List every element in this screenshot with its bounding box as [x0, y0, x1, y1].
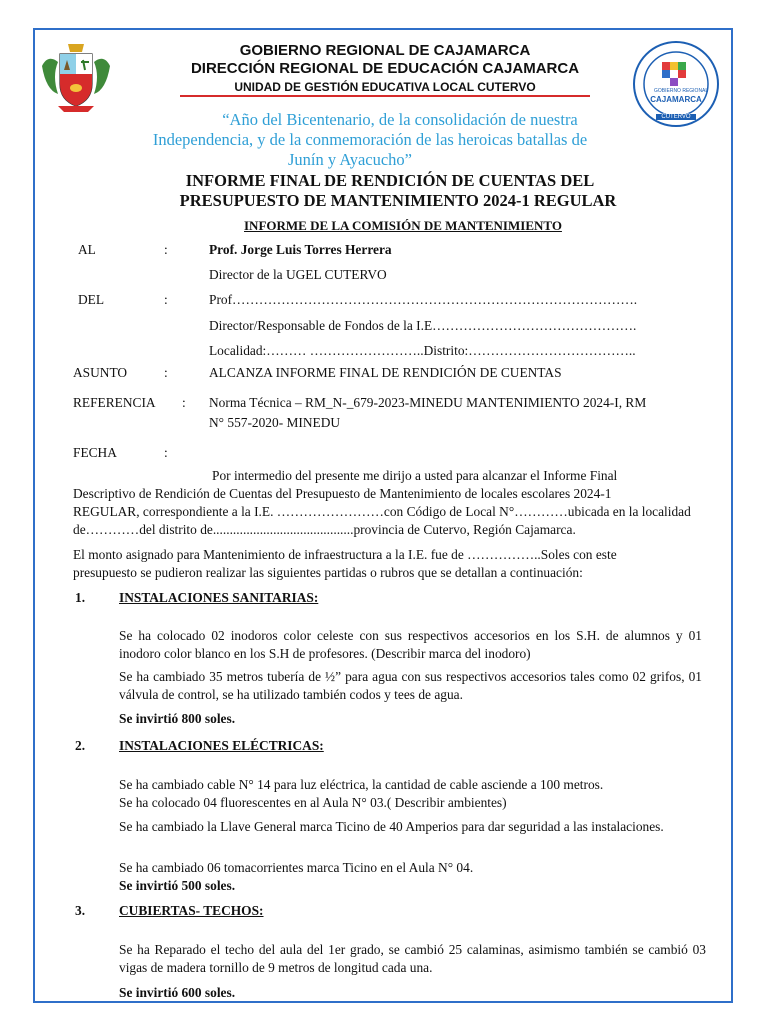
del-location: Localidad:……… ……………………..Distrito:………………………………..	[209, 343, 636, 358]
header-line-2: DIRECCIÓN REGIONAL DE EDUCACIÓN CAJAMARCA	[190, 60, 580, 77]
al-name: Prof. Jorge Luis Torres Herrera	[209, 242, 392, 257]
section-2-item-3: Se ha cambiado la Llave General marca Ticino de 40 Amperios para dar seguridad a las instalaciones.	[119, 819, 664, 834]
header-line-3: UNIDAD DE GESTIÓN EDUCATIVA LOCAL CUTERVO	[234, 80, 536, 94]
al-role: Director de la UGEL CUTERVO	[209, 267, 387, 282]
del-role: Director/Responsable de Fondos de la I.E……………………………………….	[209, 318, 637, 333]
section-2-item-2: Se ha colocado 04 fluorescentes en al Aula N° 03.( Describir ambientes)	[119, 795, 507, 810]
report-subtitle: INFORME DE LA COMISIÓN DE MANTENIMIENTO	[244, 218, 562, 233]
section-2-item-1: Se ha cambiado cable N° 14 para luz eléctrica, la cantidad de cable asciende a 100 metros.	[119, 777, 604, 792]
section-3-title: CUBIERTAS- TECHOS:	[119, 903, 264, 918]
del-colon: :	[164, 292, 168, 307]
paragraph-1-line-4: de…………del distrito de..........................................provincia de Cutervo, Región Cajamarca.	[73, 522, 576, 537]
section-1-item-1: Se ha colocado 02 inodoros color celeste con sus respectivos accesorios en los S.H. de alumnos y 01 inodoro color blanco en los S.H de profesores. (Describir marca del inodoro)	[119, 628, 702, 661]
section-1-number: 1.	[75, 590, 86, 605]
section-1-title: INSTALACIONES SANITARIAS:	[119, 590, 319, 605]
section-3-number: 3.	[75, 903, 86, 918]
logo-center-text: CAJAMARCA	[650, 95, 702, 104]
asunto-value: ALCANZA INFORME FINAL DE RENDICIÓN DE CUENTAS	[209, 365, 562, 380]
motto-line-2: Independencia, y de la conmemoración de las heroicas batallas de	[152, 130, 588, 149]
header-line-1: GOBIERNO REGIONAL DE CAJAMARCA	[239, 42, 531, 59]
report-title-line-2: PRESUPUESTO DE MANTENIMIENTO 2024-1 REGULAR	[179, 191, 617, 210]
motto-line-1: “Año del Bicentenario, de la consolidación de nuestra	[222, 110, 578, 129]
paragraph-1-line-1: Por intermedio del presente me dirijo a usted para alcanzar el Informe Final	[212, 468, 618, 483]
section-1-total: Se invirtió 800 soles.	[119, 711, 236, 726]
section-2-title: INSTALACIONES ELÉCTRICAS:	[119, 738, 324, 753]
logo-small-text: GOBIERNO REGIONAL	[654, 88, 709, 94]
section-2-item-4: Se ha cambiado 06 tomacorrientes marca Ticino en el Aula N° 04.	[119, 860, 474, 875]
section-2-total: Se invirtió 500 soles.	[119, 878, 236, 893]
header-divider	[180, 95, 590, 97]
peru-coat-of-arms-logo	[36, 36, 116, 116]
referencia-label: REFERENCIA	[73, 395, 156, 410]
fecha-colon: :	[164, 445, 168, 460]
section-2-number: 2.	[75, 738, 86, 753]
paragraph-2-line-1: El monto asignado para Mantenimiento de infraestructura a la I.E. fue de ……………..Soles con este	[73, 547, 617, 562]
referencia-line-1: Norma Técnica – RM_N-_679-2023-MINEDU MANTENIMIENTO 2024-I, RM	[209, 395, 647, 410]
al-colon: :	[164, 242, 168, 257]
paragraph-1-line-3: REGULAR, correspondiente a la I.E. ……………………con Código de Local N°…………ubicada en la localidad	[73, 504, 691, 519]
referencia-line-2: N° 557-2020- MINEDU	[209, 415, 341, 430]
fecha-label: FECHA	[73, 445, 117, 460]
section-1-item-2: Se ha cambiado 35 metros tubería de ½” para agua con sus respectivos accesorios tales como 02 grifos, 01 válvula de control, se ha utilizado también codos y tees de agua.	[119, 669, 702, 702]
paragraph-1-line-2: Descriptivo de Rendición de Cuentas del Presupuesto de Mantenimiento de locales escolares 2024-1	[73, 486, 612, 501]
asunto-colon: :	[164, 365, 168, 380]
section-3-total: Se invirtió 600 soles.	[119, 985, 236, 1000]
motto-line-3: Junín y Ayacucho”	[287, 150, 413, 169]
report-title-line-1: INFORME FINAL DE RENDICIÓN DE CUENTAS DEL	[185, 171, 595, 190]
del-prof: Prof……………………………………………………………………………….	[209, 292, 638, 307]
referencia-colon: :	[182, 395, 186, 410]
al-label: AL	[78, 242, 96, 257]
section-3-item-1: Se ha Reparado el techo del aula del 1er grado, se cambió 25 calaminas, asimismo también se cambió 03 vigas de madera tornillo de 9 metros de longitud cada una.	[119, 942, 706, 975]
del-label: DEL	[78, 292, 105, 307]
paragraph-2-line-2: presupuesto se pudieron realizar las siguientes partidas o rubros que se detallan a continuación:	[73, 565, 583, 580]
asunto-label: ASUNTO	[73, 365, 128, 380]
logo-bottom-text: CUTERVO	[656, 114, 696, 120]
